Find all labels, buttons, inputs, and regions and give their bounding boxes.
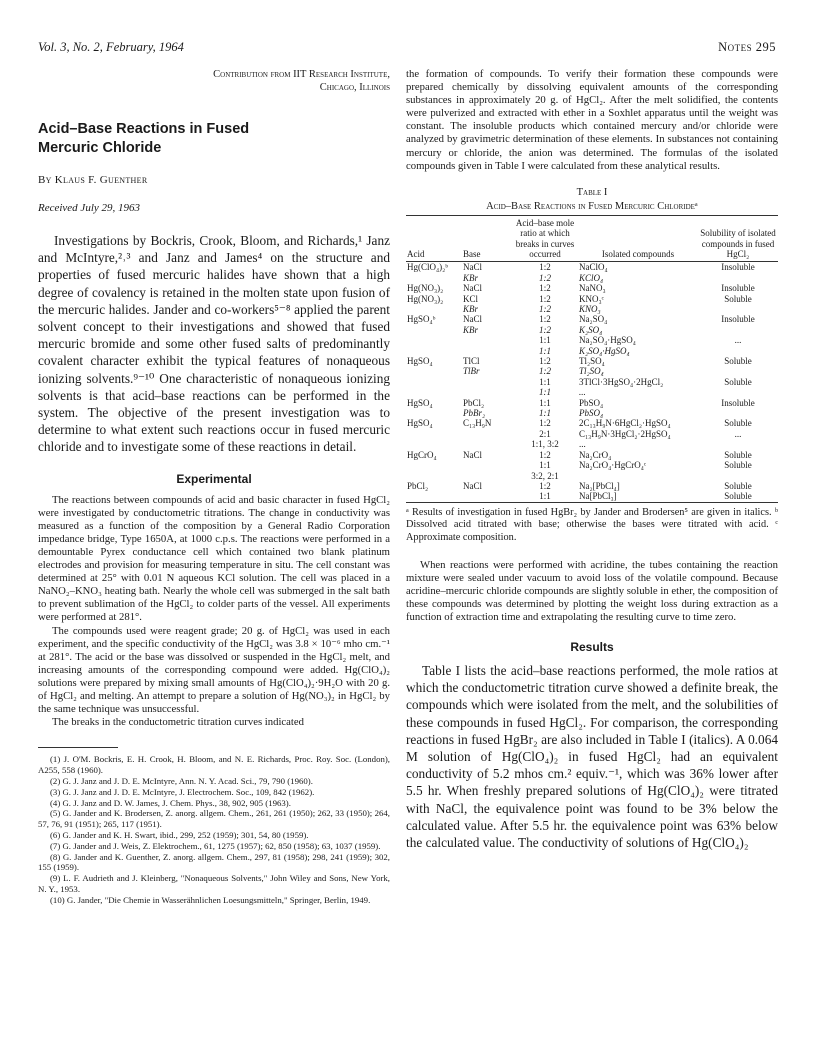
table-cell-compound: NaNO₃ [579,283,606,294]
column-header: Base [462,215,512,262]
table-cell-ratio: 1:1 [539,460,551,471]
table-cell-acid [406,460,462,470]
table-cell-acid [406,429,462,439]
table-cell-ratio: 1:2 [539,314,551,325]
table-row [406,408,778,418]
table-cell-sol: Soluble [724,449,752,460]
footnote: (2) G. J. Janz and J. D. E. McIntyre, Ann. N. Y. Acad. Sci., 79, 790 (1960). [50,775,313,786]
table-cell-acid: HgSO₄ᵇ [407,314,436,325]
table-cell-compound: Na₂CrO₄·HgCrO₄ᶜ [579,460,647,471]
table-cell-ratio: 1:1 [539,408,551,419]
table-cell-sol: Soluble [724,460,752,471]
table-cell-acid [406,325,462,335]
contribution-line: Contribution from IIT Research Institute, Chicago, Illinois [213,69,390,93]
table-cell-sol: Insoluble [721,397,755,408]
table-row [406,439,778,449]
table-cell-compound: PbSO₄ [579,397,604,408]
table-cell-base: KBr [463,304,479,314]
table-cell-ratio: 1:1 [539,491,551,502]
experimental-paragraph-2: The compounds used were reagent grade; 20 g. of HgCl₂ was used in each experiment, and the specific conductivity of the HgCl₂ was 3.8 × 10⁻⁶ mho cm.⁻¹ at 281°. The acid or the base was dissolved or suspended in the HgCl₂ melt, and increasing amounts of the corresponding compound were added. Hg(ClO₄)₂ solutions were prepared by mixing small amounts of Hg(ClO₄)₂·9H₂O with 20 g. of HgCl₂ and melting. An attempt to prepare a solution of Hg(NO₃)₂ in HgCl₂ by the same technique was unsuccessful. [38,624,390,716]
table-row [406,294,778,304]
table-cell-base [462,346,512,356]
table-cell-base: TlCl [463,356,480,367]
table-row [406,335,778,345]
table-cell-base: NaCl [463,314,482,325]
table-cell-base [462,377,512,387]
table-cell-acid: HgSO₄ [407,397,433,408]
table-cell-sol [698,387,778,397]
intro-paragraph: Investigations by Bockris, Crook, Bloom, and Richards,¹ Janz and McIntyre,²˒³ and Janz and James⁴ on the structure and properties of fused mercuric halides have shown that a high degree of covalency is retained in the molten state upon fusion of the mercuric halides. Jander and co-workers⁵⁻⁸ applied the parent solvent concept to their investigations and showed that fused mercuric bromide and some other fused salts of predominantly covalent character exhibit the typical features of nonaqueous ionizing solvents.⁹⁻¹⁰ One characteristic of nonaqueous ionizing solvents is that acid–base reactions can be performed in the system. The objective of the present investigation was to determine to what extent such reactions occur in fused mercuric chloride and to investigate some of these reactions in detail. [38,233,390,455]
table-cell-acid: HgSO₄ [407,418,433,429]
table-cell-ratio: 1:2 [539,418,551,429]
table-cell-ratio: 1:1 [539,335,551,346]
table-cell-ratio: 1:2 [539,283,551,294]
table-cell-acid [406,491,462,502]
table-cell-acid [406,387,462,397]
article-title: Acid–Base Reactions in Fused Mercuric Chloride [38,121,250,156]
table-header-row [406,215,778,262]
table-row [406,325,778,335]
table-row [406,377,778,387]
table-cell-compound: 3TlCl·3HgSO₄·2HgCl₂ [579,376,664,387]
table-row [406,273,778,283]
table-cell-compound: Na₂SO₄ [579,314,608,325]
table-cell-sol: Soluble [724,418,752,429]
table-cell-base: NaCl [463,449,482,460]
footnote: (7) G. Jander and J. Weis, Z. Elektrochem., 61, 1275 (1957); 62, 850 (1958); 63, 1037 (1959). [50,840,381,851]
table-cell-compound [578,471,698,481]
table-cell-ratio: 1:1 [539,345,551,356]
table-cell-base [462,335,512,345]
table-cell-sol [698,304,778,314]
table-cell-acid [406,335,462,345]
left-column [38,68,390,905]
table-cell-compound: K₂SO₄·HgSO₄ [579,345,630,356]
table-row [406,314,778,324]
table-cell-ratio: 3:2, 2:1 [531,470,559,481]
footnote: (8) G. Jander and K. Guenther, Z. anorg. allgem. Chem., 297, 81 (1958); 298, 241 (1959); 302, 155 (1959). [38,851,390,873]
footnote: (10) G. Jander, "Die Chemie in Wasserähnlichen Loesungsmitteln," Springer, Berlin, 1949. [50,894,371,905]
table-cell-acid [406,408,462,418]
table-cell-sol: Soluble [724,376,752,387]
table-cell-compound: Na₂SO₄·HgSO₄ [579,335,636,346]
table-cell-ratio: 1:1 [539,397,551,408]
table-row [406,418,778,428]
results-heading: Results [570,639,614,654]
table-cell-acid: Hg(NO₃)₂ [407,293,444,304]
table-cell-base: KCl [463,293,479,304]
experimental-heading: Experimental [176,471,252,486]
table-cell-sol: ... [734,428,742,439]
table-cell-base: KBr [463,324,479,335]
footnote: (4) G. J. Janz and D. W. James, J. Chem. Phys., 38, 902, 905 (1963). [50,797,291,808]
table-caption: Acid–Base Reactions in Fused Mercuric Chlorideᵃ [486,200,698,212]
table-cell-sol [698,439,778,449]
table-cell-base: KBr [463,272,479,283]
table-cell-acid: Hg(NO₃)₂ [407,283,444,294]
column-header: Solubility of isolated compounds in fused HgCl₂ [698,215,778,262]
table-cell-sol [698,273,778,283]
table-row [406,398,778,408]
table-cell-sol: ... [734,335,742,346]
table-cell-sol [698,325,778,335]
footnote: (3) G. J. Janz and J. D. E. McIntyre, J. Electrochem. Soc., 109, 842 (1962). [50,786,315,797]
table-row [406,460,778,470]
table-cell-acid [406,304,462,314]
footnote: (6) G. Jander and K. H. Swart, ibid., 299, 252 (1959); 301, 54, 80 (1959). [50,829,309,840]
table-cell-sol: Insoluble [721,283,755,294]
table-cell-ratio: 1:2 [539,366,551,377]
table-cell-compound: Tl₂SO₄ [579,366,604,377]
table-cell-acid [406,377,462,387]
table-row [406,387,778,397]
table-row [406,471,778,481]
table-cell-compound: Na₂[PbCl₄] [579,480,620,491]
table-cell-ratio: 1:2 [539,272,551,283]
table-cell-sol: Insoluble [721,314,755,325]
table-cell-compound: KNO₃ᶜ [579,293,604,304]
author-line: By Klaus F. Guenther [38,174,148,186]
table-cell-sol: Soluble [724,356,752,367]
table-cell-ratio: 1:2 [539,293,551,304]
table-cell-compound: Na₂CrO₄ [579,449,612,460]
table-cell-ratio: 1:2 [539,449,551,460]
table-footnotes: ᵃ Results of investigation in fused HgBr₂ by Jander and Brodersen⁵ are given in italics. ᵇ Dissolved acid titrated with base; otherwise the bases were titrated with acid. ᶜ Approximate composition. [406,506,778,543]
table-body [406,262,778,502]
column-header: Acid–base mole ratio at which breaks in curves occurred [512,215,578,262]
table-cell-acid: HgSO₄ [407,356,433,367]
table-cell-sol: Insoluble [721,262,755,273]
table-cell-base [462,429,512,439]
footnote: (1) J. O'M. Bockris, E. H. Crook, H. Bloom, and N. E. Richards, Proc. Roy. Soc. (London), A255, 558 (1960). [38,754,390,776]
table-label: Table I [576,186,608,198]
footnote-divider [38,747,118,748]
table-row [406,283,778,293]
table-row [406,429,778,439]
table-cell-base [462,460,512,470]
table-cell-acid [406,346,462,356]
table-cell-base: NaCl [463,480,482,491]
footnote: (9) L. F. Audrieth and J. Kleinberg, "Nonaqueous Solvents," John Wiley and Sons, New York, N. Y., 1953. [38,873,390,894]
experimental-paragraph-1: The reactions between compounds of acid and basic character in fused HgCl₂ were investigated by conductometric titrations. The change in conductivity was measured as a function of the composition by a General Radio Corporation impedance bridge, Type 1650A, at 1000 c.p.s. The reactions were performed in a demountable Pyrex conductance cell which contained two blank platinum electrodes and provision for measuring temperature in situ. The cell constant was determined at 25° with 0.01 N aqueous KCl solution. The cell was placed in a NaNO₂–KNO₃ heating bath. Nearly the whole cell was submerged in the salt bath to prevent sublimation of the HgCl₂ to colder parts of the vessel. All experiments were performed at 281°. [38,493,390,624]
table-cell-base [462,491,512,502]
table-row [406,450,778,460]
table-cell-ratio: 1:2 [539,356,551,367]
table-cell-acid [406,366,462,376]
table-cell-ratio: 2:1 [539,428,551,439]
table-cell-compound: C₁₃H₉N·3HgCl₂·2HgSO₄ [579,428,671,439]
column-header: Isolated compounds [578,215,698,262]
table-row [406,304,778,314]
table-cell-ratio: 1:2 [539,480,551,491]
table-row [406,481,778,491]
table-cell-base: PbCl₂ [463,397,485,408]
table-cell-compound: Tl₂SO₄ [579,356,605,367]
table-cell-base: TlBr [463,366,480,377]
table-cell-sol: Soluble [724,293,752,304]
footnote: (5) G. Jander and K. Brodersen, Z. anorg. allgem. Chem., 261, 261 (1950); 262, 33 (1950); 264, 57, 76, 91 (1951); 265, 117 (1951). [38,808,390,830]
right-column [406,68,778,851]
running-header-page: Notes 295 [718,40,776,54]
table-cell-ratio: 1:1 [539,376,551,387]
table-row [406,262,778,273]
table-cell-ratio: 1:1, 3:2 [531,439,559,450]
received-date: Received July 29, 1963 [38,202,141,214]
table-cell-ratio: 1:2 [539,324,551,335]
footnotes [38,754,390,905]
table-cell-sol [698,471,778,481]
results-paragraph: Table I lists the acid–base reactions performed, the mole ratios at which the conductometric titration curve showed a definite break, the compounds which were isolated from the melt, and the solubilities of these compounds in fused HgCl₂. For comparison, the corresponding reactions in fused HgBr₂ are also included in Table I (italics). A 0.064 M solution of Hg(ClO₄)₂ in fused HgCl₂ had an equivalent conductivity of 5.2 mhos cm.² equiv.⁻¹, which was 36% lower after 5.5 hr. When freshly prepared solutions of Hg(ClO₄)₂ were titrated with NaCl, the equivalence point was found to be 3% below the calculated value. After 5.5 hr. the equivalence point was 63% below the calculated value. The conductivity of solutions of Hg(ClO₄)₂ [406,662,778,850]
table-cell-ratio: 1:1 [539,387,551,398]
table-cell-base: C₁₃H₉N [463,418,492,429]
table-cell-ratio: 1:2 [539,304,551,314]
table-cell-base [462,439,512,449]
table-cell-sol [698,408,778,418]
data-table [406,215,778,503]
table-row [406,346,778,356]
table-cell-compound: KClO₄ [579,272,604,283]
table-cell-compound: PbSO₄ [579,408,604,419]
table-cell-acid [406,439,462,449]
table-cell-base: NaCl [463,283,482,294]
table-cell-base [462,387,512,397]
table-cell-compound: ... [579,387,586,398]
experimental-paragraph-3: The breaks in the conductometric titration curves indicated [52,716,304,729]
table-cell-acid [406,471,462,481]
table-cell-base: NaCl [463,262,482,273]
table-cell-sol: Soluble [724,491,752,502]
table-cell-compound: NaClO₄ [579,262,608,273]
table-cell-acid: Hg(ClO₄)₂ᵇ [407,262,449,273]
table-cell-ratio: 1:2 [539,262,551,273]
table-cell-compound: K₂SO₄ [579,324,603,335]
column-header: Acid [406,215,462,262]
running-header-journal: Vol. 3, No. 2, February, 1964 [38,40,184,54]
table-row [406,366,778,376]
table-cell-acid: HgCrO₄ [407,449,437,460]
table-cell-acid [406,273,462,283]
continued-paragraph: the formation of compounds. To verify their formation these compounds were prepared chemically by dissolving equivalent amounts of the corresponding substances in approximately 20 g. of HgCl₂. After the melt solidified, the contents were pulverized and extracted with ether in a Soxhlet apparatus until the weight was constant. The insoluble products which contained mercury and/or chloride were analyzed by gravimetric determination of these elements. In substances not containing mercury or chloride, the anion was determined. The formulas of the isolated compounds given in Table I were calculated from these analytical results. [406,68,778,172]
table-cell-acid: PbCl₂ [407,480,429,491]
table-cell-base [462,471,512,481]
table-cell-compound: 2C₁₃H₉N·6HgCl₂·HgSO₄ [579,418,671,429]
table-cell-sol [698,366,778,376]
table-cell-sol: Soluble [724,480,752,491]
table-row [406,356,778,366]
table-cell-base: PbBr₂ [463,408,486,419]
acridine-paragraph: When reactions were performed with acridine, the tubes containing the reaction mixture were sealed under vacuum to avoid loss of the volatile compound. Because acridine–mercuric chloride compounds are slightly soluble in ether, the composition of these compounds was determined by plotting the weight loss during extraction as a function of extraction time and extrapolating the resulting curve to time zero. [406,558,778,623]
table-cell-compound: Na[PbCl₃] [579,491,617,502]
table-cell-compound: KNO₃ [579,304,601,314]
table-cell-sol [698,346,778,356]
table-row [406,491,778,502]
table-cell-compound: ... [579,439,586,450]
